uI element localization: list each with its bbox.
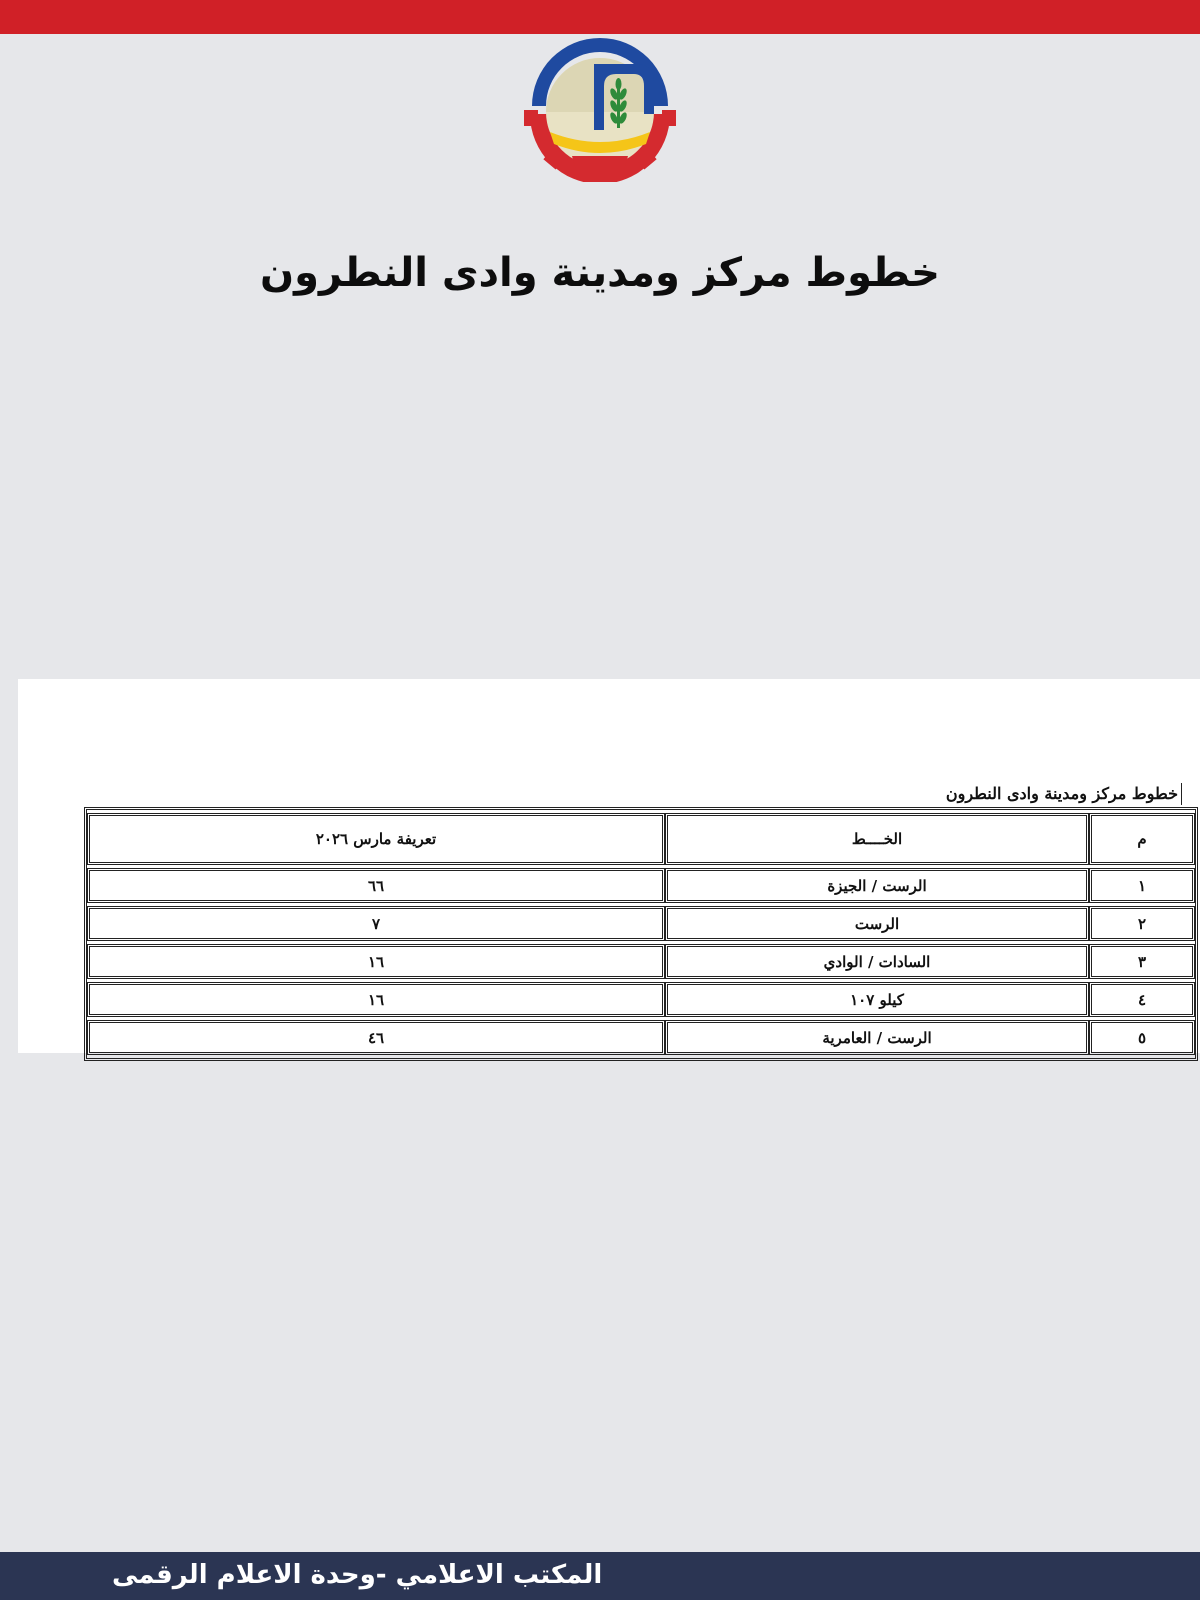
row-fare: ١٦ [87,944,665,979]
row-number: ٤ [1089,982,1195,1017]
row-number: ٥ [1089,1020,1195,1055]
row-line: الرست [665,906,1089,941]
row-line: السادات / الوادي [665,944,1089,979]
page-title: خطوط مركز ومدينة وادى النطرون [260,250,940,296]
row-number: ١ [1089,868,1195,903]
table-row [87,906,1195,941]
row-number: ٣ [1089,944,1195,979]
table-row [87,1020,1195,1055]
row-fare: ١٦ [87,982,665,1017]
column-header-number: م [1089,813,1195,865]
row-line: كيلو ١٠٧ [665,982,1089,1017]
row-fare: ٧ [87,906,665,941]
table-row [87,982,1195,1017]
beheira-governorate-logo [524,34,676,182]
row-fare: ٤٦ [87,1020,665,1055]
row-line: الرست / العامرية [665,1020,1089,1055]
row-line: الرست / الجيزة [665,868,1089,903]
table-row [87,868,1195,903]
table-row [87,944,1195,979]
scanned-document [18,679,1200,1053]
document-heading: خطوط مركز ومدينة وادى النطرون [946,783,1182,805]
footer-credit: المكتب الاعلامي -وحدة الاعلام الرقمى [112,1560,603,1590]
row-fare: ٦٦ [87,868,665,903]
top-accent-bar [0,0,1200,34]
row-number: ٢ [1089,906,1195,941]
column-header-line: الخــــط [665,813,1089,865]
fare-table [84,807,1198,1061]
footer-bar [0,1552,1200,1600]
table-header-row [87,813,1195,865]
column-header-fare: تعريفة مارس ٢٠٢٦ [87,813,665,865]
